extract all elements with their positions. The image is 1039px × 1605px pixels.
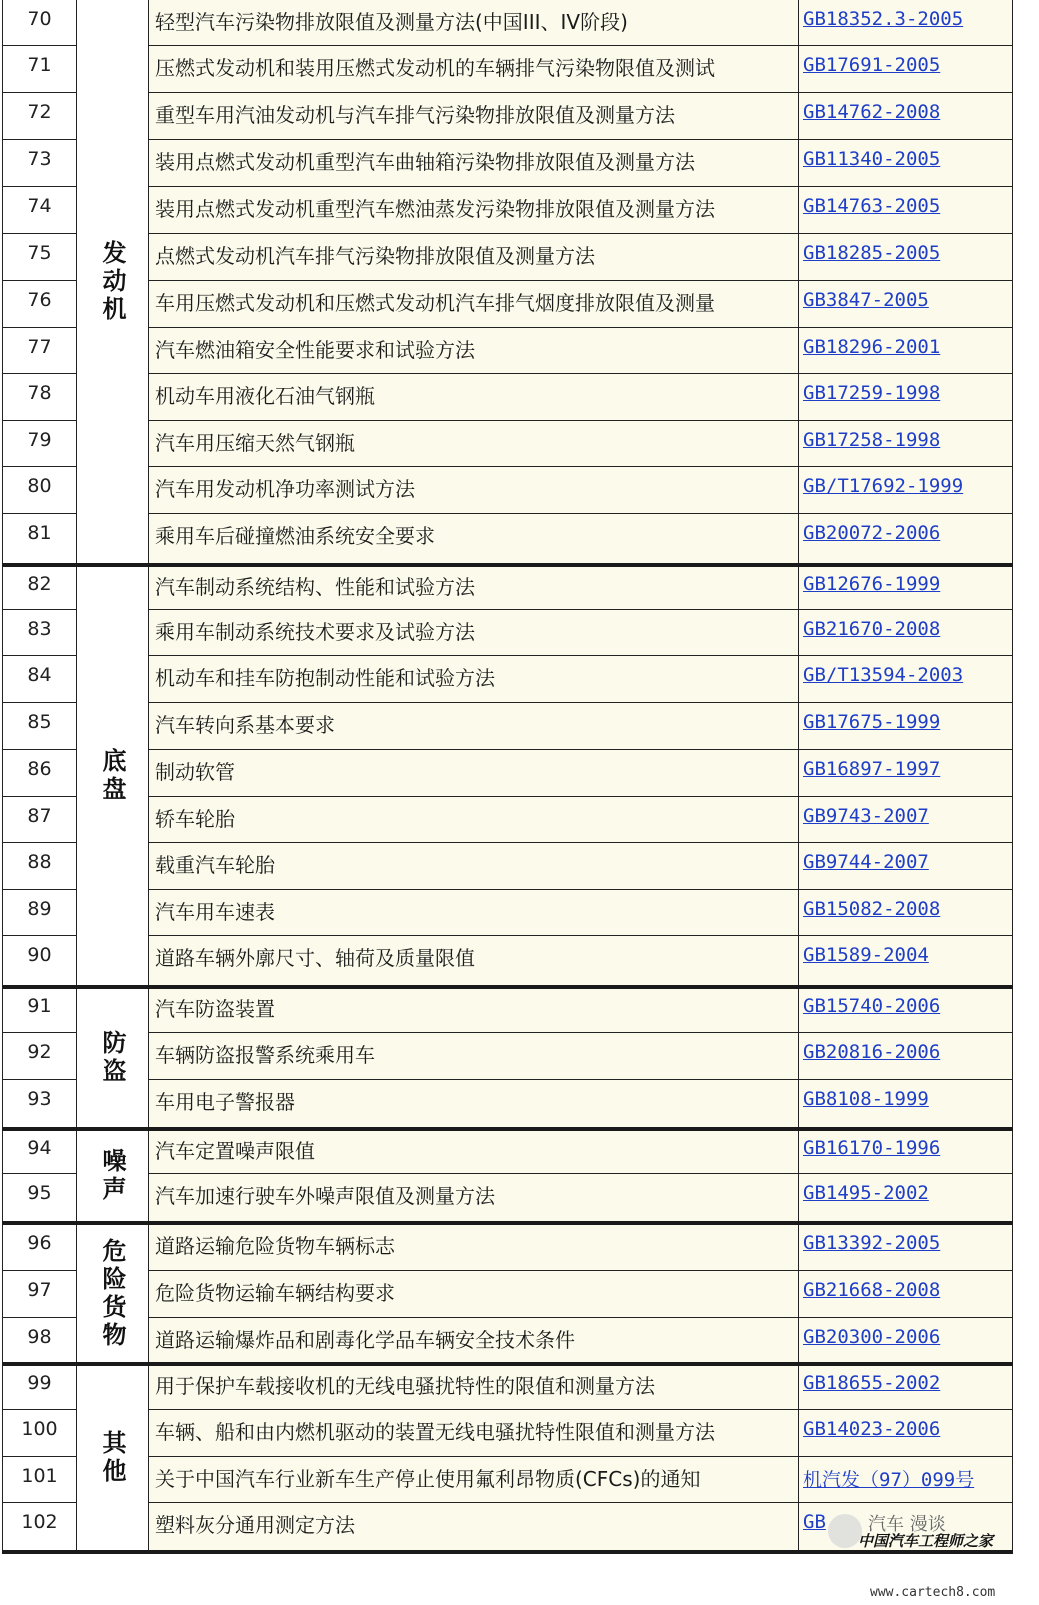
standard-code-link[interactable]: GB16170-1996 xyxy=(803,1137,941,1159)
standard-code-link[interactable]: GB21668-2008 xyxy=(803,1279,941,1301)
standard-title: 车用压燃式发动机和压燃式发动机汽车排气烟度排放限值及测量 xyxy=(149,281,799,328)
standard-code-cell xyxy=(799,328,1013,374)
table-row xyxy=(2,936,1013,987)
standard-code-link[interactable]: GB14762-2008 xyxy=(803,101,941,123)
table-row xyxy=(2,421,1013,467)
table-row xyxy=(2,797,1013,843)
standard-code-cell xyxy=(799,421,1013,467)
standard-code-cell xyxy=(799,703,1013,750)
standard-title: 用于保护车载接收机的无线电骚扰特性的限值和测量方法 xyxy=(149,1364,799,1410)
category-label: 底盘 xyxy=(98,747,127,804)
row-number: 97 xyxy=(2,1271,77,1318)
table-row xyxy=(2,93,1013,140)
standard-code-cell xyxy=(799,843,1013,890)
standard-code-link[interactable]: GB1495-2002 xyxy=(803,1182,929,1204)
table-row xyxy=(2,514,1013,565)
standard-code-link[interactable]: GB8108-1999 xyxy=(803,1088,929,1110)
standard-code-cell xyxy=(799,1224,1013,1271)
standard-code-cell xyxy=(799,1318,1013,1364)
row-number: 85 xyxy=(2,703,77,750)
table-row xyxy=(2,843,1013,890)
table-row xyxy=(2,46,1013,93)
standard-code-link[interactable]: GB21670-2008 xyxy=(803,618,941,640)
table-row xyxy=(2,281,1013,328)
row-number: 102 xyxy=(2,1503,77,1552)
table-row xyxy=(2,234,1013,281)
standard-code-cell xyxy=(799,987,1013,1033)
standard-code-link[interactable]: GB17258-1998 xyxy=(803,429,941,451)
table-row xyxy=(2,987,1013,1033)
standard-code-link[interactable]: GB18285-2005 xyxy=(803,242,941,264)
row-number: 84 xyxy=(2,656,77,703)
standard-title: 危险货物运输车辆结构要求 xyxy=(149,1271,799,1318)
standard-code-link[interactable]: GB13392-2005 xyxy=(803,1232,941,1254)
standard-code-cell xyxy=(799,610,1013,656)
section-divider xyxy=(2,1221,1013,1225)
standard-code-link[interactable]: GB15740-2006 xyxy=(803,995,941,1017)
standard-code-cell xyxy=(799,565,1013,610)
table-row xyxy=(2,328,1013,374)
category-label: 噪声 xyxy=(98,1148,127,1204)
table-row xyxy=(2,656,1013,703)
standard-title: 轻型汽车污染物排放限值及测量方法(中国III、IV阶段) xyxy=(149,0,799,46)
row-number: 74 xyxy=(2,187,77,234)
standard-title: 机动车用液化石油气钢瓶 xyxy=(149,374,799,421)
row-number: 71 xyxy=(2,46,77,93)
standard-code-cell xyxy=(799,656,1013,703)
row-number: 80 xyxy=(2,467,77,514)
standard-code-link[interactable]: GB11340-2005 xyxy=(803,148,941,170)
row-number: 72 xyxy=(2,93,77,140)
standard-title: 汽车制动系统结构、性能和试验方法 xyxy=(149,565,799,610)
standard-title: 道路运输危险货物车辆标志 xyxy=(149,1224,799,1271)
standard-title: 装用点燃式发动机重型汽车燃油蒸发污染物排放限值及测量方法 xyxy=(149,187,799,234)
table-row xyxy=(2,1457,1013,1503)
section-divider xyxy=(2,1362,1013,1366)
section-divider xyxy=(2,1127,1013,1131)
row-number: 96 xyxy=(2,1224,77,1271)
row-number: 92 xyxy=(2,1033,77,1080)
standard-code-link[interactable]: GB18296-2001 xyxy=(803,336,941,358)
standard-title: 汽车燃油箱安全性能要求和试验方法 xyxy=(149,328,799,374)
table-row xyxy=(2,140,1013,187)
standard-title: 关于中国汽车行业新车生产停止使用氟利昂物质(CFCs)的通知 xyxy=(149,1457,799,1503)
standard-code-link[interactable]: GB3847-2005 xyxy=(803,289,929,311)
standard-code-cell xyxy=(799,1174,1013,1224)
standard-title: 压燃式发动机和装用压燃式发动机的车辆排气污染物限值及测试 xyxy=(149,46,799,93)
standard-code-cell xyxy=(799,93,1013,140)
table-row xyxy=(2,1080,1013,1129)
standard-title: 乘用车制动系统技术要求及试验方法 xyxy=(149,610,799,656)
table-row xyxy=(2,0,1013,46)
standard-code-link[interactable]: GB18655-2002 xyxy=(803,1372,941,1394)
standard-code-link[interactable]: GB20072-2006 xyxy=(803,522,941,544)
watermark-url: www.cartech8.com xyxy=(870,1585,996,1600)
standard-code-cell xyxy=(799,1271,1013,1318)
row-number: 82 xyxy=(2,565,77,610)
row-number: 77 xyxy=(2,328,77,374)
standard-code-link[interactable]: GB17691-2005 xyxy=(803,54,941,76)
standard-title: 轿车轮胎 xyxy=(149,797,799,843)
standard-title: 塑料灰分通用测定方法 xyxy=(149,1503,799,1552)
row-number: 83 xyxy=(2,610,77,656)
standard-title: 点燃式发动机汽车排气污染物排放限值及测量方法 xyxy=(149,234,799,281)
standard-code-link[interactable]: GB18352.3-2005 xyxy=(803,8,964,30)
standard-code-cell xyxy=(799,797,1013,843)
section-divider xyxy=(2,985,1013,989)
standard-code-link[interactable]: GB14023-2006 xyxy=(803,1418,941,1440)
standard-title: 重型车用汽油发动机与汽车排气污染物排放限值及测量方法 xyxy=(149,93,799,140)
standard-code-link[interactable]: GB20816-2006 xyxy=(803,1041,941,1063)
standard-code-link[interactable]: GB1589-2004 xyxy=(803,944,929,966)
standard-title: 汽车加速行驶车外噪声限值及测量方法 xyxy=(149,1174,799,1224)
standard-code-cell xyxy=(799,0,1013,46)
watermark-line1: 汽车 漫谈 xyxy=(868,1514,946,1535)
table-row xyxy=(2,703,1013,750)
standard-code-link[interactable]: GB14763-2005 xyxy=(803,195,941,217)
table-row xyxy=(2,565,1013,610)
row-number: 86 xyxy=(2,750,77,797)
table-row xyxy=(2,1364,1013,1410)
category-label: 防盗 xyxy=(98,1029,127,1086)
standard-title: 汽车用发动机净功率测试方法 xyxy=(149,467,799,514)
table-row xyxy=(2,1410,1013,1457)
table-row xyxy=(2,187,1013,234)
standard-code-cell xyxy=(799,46,1013,93)
standard-code-cell xyxy=(799,1080,1013,1129)
row-number: 76 xyxy=(2,281,77,328)
standard-code-link[interactable]: GB15082-2008 xyxy=(803,898,941,920)
row-number: 88 xyxy=(2,843,77,890)
category-cell xyxy=(77,565,149,987)
row-number: 94 xyxy=(2,1129,77,1174)
standard-code-link[interactable]: GB12676-1999 xyxy=(803,573,941,595)
standard-code-link[interactable]: GB17259-1998 xyxy=(803,382,941,404)
row-number: 100 xyxy=(2,1410,77,1457)
standard-code-link[interactable]: GB/T13594-2003 xyxy=(803,664,964,686)
standard-code-link[interactable]: GB20300-2006 xyxy=(803,1326,941,1348)
standard-title: 汽车转向系基本要求 xyxy=(149,703,799,750)
standard-title: 乘用车后碰撞燃油系统安全要求 xyxy=(149,514,799,565)
standard-title: 汽车定置噪声限值 xyxy=(149,1129,799,1174)
row-number: 73 xyxy=(2,140,77,187)
standard-title: 车辆防盗报警系统乘用车 xyxy=(149,1033,799,1080)
row-number: 93 xyxy=(2,1080,77,1129)
standard-title: 道路运输爆炸品和剧毒化学品车辆安全技术条件 xyxy=(149,1318,799,1364)
row-number: 99 xyxy=(2,1364,77,1410)
category-label: 其他 xyxy=(98,1429,127,1486)
standard-title: 制动软管 xyxy=(149,750,799,797)
standards-table xyxy=(2,0,1013,1552)
row-number: 89 xyxy=(2,890,77,936)
row-number: 95 xyxy=(2,1174,77,1224)
table-row xyxy=(2,1318,1013,1364)
standard-code-cell xyxy=(799,374,1013,421)
standard-title: 车用电子警报器 xyxy=(149,1080,799,1129)
category-label: 发动机 xyxy=(98,240,127,324)
standard-code-link[interactable]: GB9743-2007 xyxy=(803,805,929,827)
table-row xyxy=(2,750,1013,797)
standard-code-cell xyxy=(799,514,1013,565)
row-number: 87 xyxy=(2,797,77,843)
standard-code-cell xyxy=(799,750,1013,797)
standard-title: 汽车用车速表 xyxy=(149,890,799,936)
category-cell xyxy=(77,0,149,565)
standard-code-cell xyxy=(799,187,1013,234)
standard-code-link[interactable]: GB9744-2007 xyxy=(803,851,929,873)
standard-code-cell xyxy=(799,1457,1013,1503)
row-number: 101 xyxy=(2,1457,77,1503)
section-divider xyxy=(2,563,1013,567)
standard-code-cell xyxy=(799,281,1013,328)
standard-title: 车辆、船和由内燃机驱动的装置无线电骚扰特性限值和测量方法 xyxy=(149,1410,799,1457)
table-row xyxy=(2,1033,1013,1080)
standard-code-cell xyxy=(799,1364,1013,1410)
row-number: 75 xyxy=(2,234,77,281)
table-row xyxy=(2,890,1013,936)
watermark-line2: 中国汽车工程师之家 xyxy=(858,1532,994,1550)
row-number: 79 xyxy=(2,421,77,467)
row-number: 98 xyxy=(2,1318,77,1364)
standard-code-link[interactable]: GB/T17692-1999 xyxy=(803,475,964,497)
row-number: 90 xyxy=(2,936,77,987)
standard-code-cell xyxy=(799,890,1013,936)
standard-code-link[interactable]: GB16897-1997 xyxy=(803,758,941,780)
table-row xyxy=(2,610,1013,656)
table-row xyxy=(2,1271,1013,1318)
category-cell xyxy=(77,1224,149,1364)
watermark xyxy=(828,1508,1014,1554)
standard-code-link[interactable]: GB17675-1999 xyxy=(803,711,941,733)
table-row xyxy=(2,1129,1013,1174)
category-cell xyxy=(77,987,149,1129)
table-row xyxy=(2,467,1013,514)
category-cell xyxy=(77,1129,149,1224)
standard-code-cell xyxy=(799,1033,1013,1080)
table-row xyxy=(2,1224,1013,1271)
table-row xyxy=(2,374,1013,421)
standard-code-cell xyxy=(799,467,1013,514)
table-row xyxy=(2,1174,1013,1224)
standard-title: 装用点燃式发动机重型汽车曲轴箱污染物排放限值及测量方法 xyxy=(149,140,799,187)
standard-code-cell xyxy=(799,936,1013,987)
standard-title: 道路车辆外廓尺寸、轴荷及质量限值 xyxy=(149,936,799,987)
row-number: 81 xyxy=(2,514,77,565)
standard-code-cell xyxy=(799,1129,1013,1174)
standard-code-cell xyxy=(799,1410,1013,1457)
standard-title: 载重汽车轮胎 xyxy=(149,843,799,890)
standard-code-link[interactable]: GB xyxy=(803,1511,826,1533)
standard-title: 汽车用压缩天然气钢瓶 xyxy=(149,421,799,467)
row-number: 91 xyxy=(2,987,77,1033)
category-cell xyxy=(77,1364,149,1552)
standard-title: 汽车防盗装置 xyxy=(149,987,799,1033)
standard-code-link[interactable]: 机汽发（97）099号 xyxy=(803,1469,975,1491)
wechat-logo-icon xyxy=(828,1514,862,1548)
standard-title: 机动车和挂车防抱制动性能和试验方法 xyxy=(149,656,799,703)
row-number: 70 xyxy=(2,0,77,46)
row-number: 78 xyxy=(2,374,77,421)
standard-code-cell xyxy=(799,140,1013,187)
standard-code-cell xyxy=(799,234,1013,281)
category-label: 危险货物 xyxy=(98,1237,127,1350)
